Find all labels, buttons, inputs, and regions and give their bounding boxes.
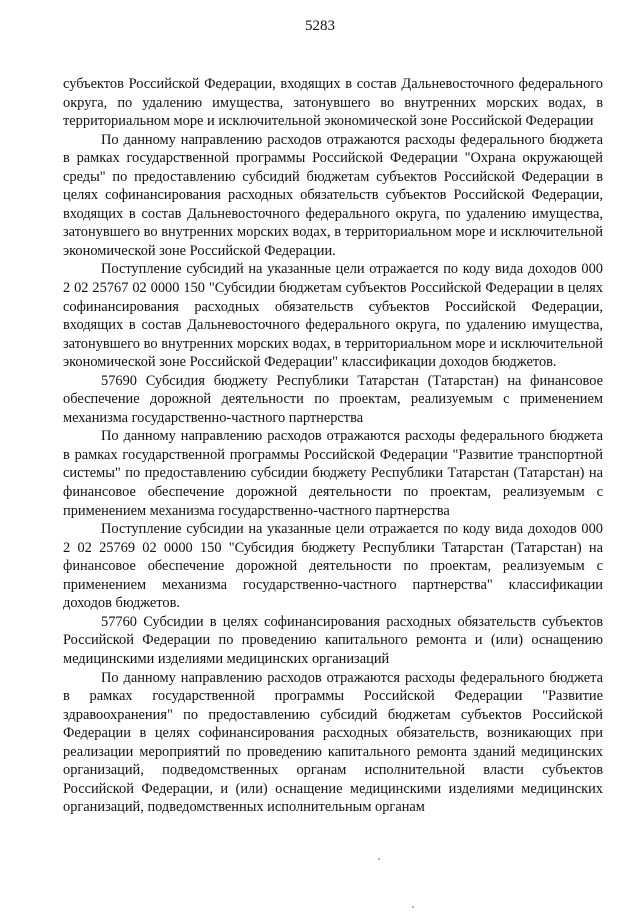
paragraph-expenditure-description: По данному направлению расходов отражаются расходы федерального бюджета в рамках государственной программы Российской Федерации "Охрана окружающей среды" по предоставлению субсидий бюджетам субъектов Российской Федерации в целях софинансирования расходных обязательств субъектов Российской Федерации, входящих в состав Дальневосточного федерального округа, по удалению имущества, затонувшего во внутренних морских водах, в территориальном море и исключительной экономической зоне Российской Федерации. xyxy=(63,131,603,259)
paragraph-revenue-code: Поступление субсидии на указанные цели отражается по коду вида доходов 000 2 02 25769 02 0000 150 "Субсидия бюджету Республики Татарстан (Татарстан) на финансовое обеспечение дорожной деятельности по проектам, реализуемым с применением механизма государственно-частного партнерства" классификации доходов бюджетов. xyxy=(63,521,603,612)
scan-speck xyxy=(378,858,380,860)
paragraph-revenue-code: Поступление субсидий на указанные цели отражается по коду вида доходов 000 2 02 25767 02 0000 150 "Субсидии бюджетам субъектов Российской Федерации в целях софинансирования расходных обязательств субъектов Российской Федерации, входящих в состав Дальневосточного федерального округа, по удалению имущества, затонувшего во внутренних морских водах, в территориальном море и исключительной экономической зоне Российской Федерации" классификации доходов бюджетов. xyxy=(63,261,603,371)
page-number: 5283 xyxy=(305,18,335,34)
paragraph-expenditure-description: По данному направлению расходов отражаются расходы федерального бюджета в рамках государственной программы Российской Федерации "Развитие здравоохранения" по предоставлению субсидий бюджетам субъектов Российской Федерации в целях софинансирования расходных обязательств, возникающих при реализации мероприятий по проведению капитального ремонта зданий медицинских организаций, подведомственных органам исполнительной власти субъектов Российской Федерации, и (или) оснащение медицинскими изделиями медицинских организаций, подведомственных исполнительным органам xyxy=(63,669,603,816)
document-body xyxy=(63,75,603,817)
paragraph-expenditure-description: По данному направлению расходов отражаются расходы федерального бюджета в рамках государственной программы Российской Федерации "Развитие транспортной системы" по предоставлению субсидии бюджету Республики Татарстан (Татарстан) на финансовое обеспечение дорожной деятельности по проектам, реализуемым с применением механизма государственно-частного партнерства xyxy=(63,428,603,519)
paragraph-continuation: субъектов Российской Федерации, входящих в состав Дальневосточного федерального округа, по удалению имущества, затонувшего во внутренних морских водах, в территориальном море и исключительной экономической зоне Российской Федерации xyxy=(63,76,603,130)
paragraph-heading-57760: 57760 Субсидии в целях софинансирования расходных обязательств субъектов Российской Федерации по проведению капитального ремонта и (или) оснащению медицинскими изделиями медицинских организаций xyxy=(63,613,603,667)
paragraph-heading-57690: 57690 Субсидия бюджету Республики Татарстан (Татарстан) на финансовое обеспечение дорожной деятельности по проектам, реализуемым с применением механизма государственно-частного партнерства xyxy=(63,372,603,426)
scan-speck xyxy=(412,906,414,908)
